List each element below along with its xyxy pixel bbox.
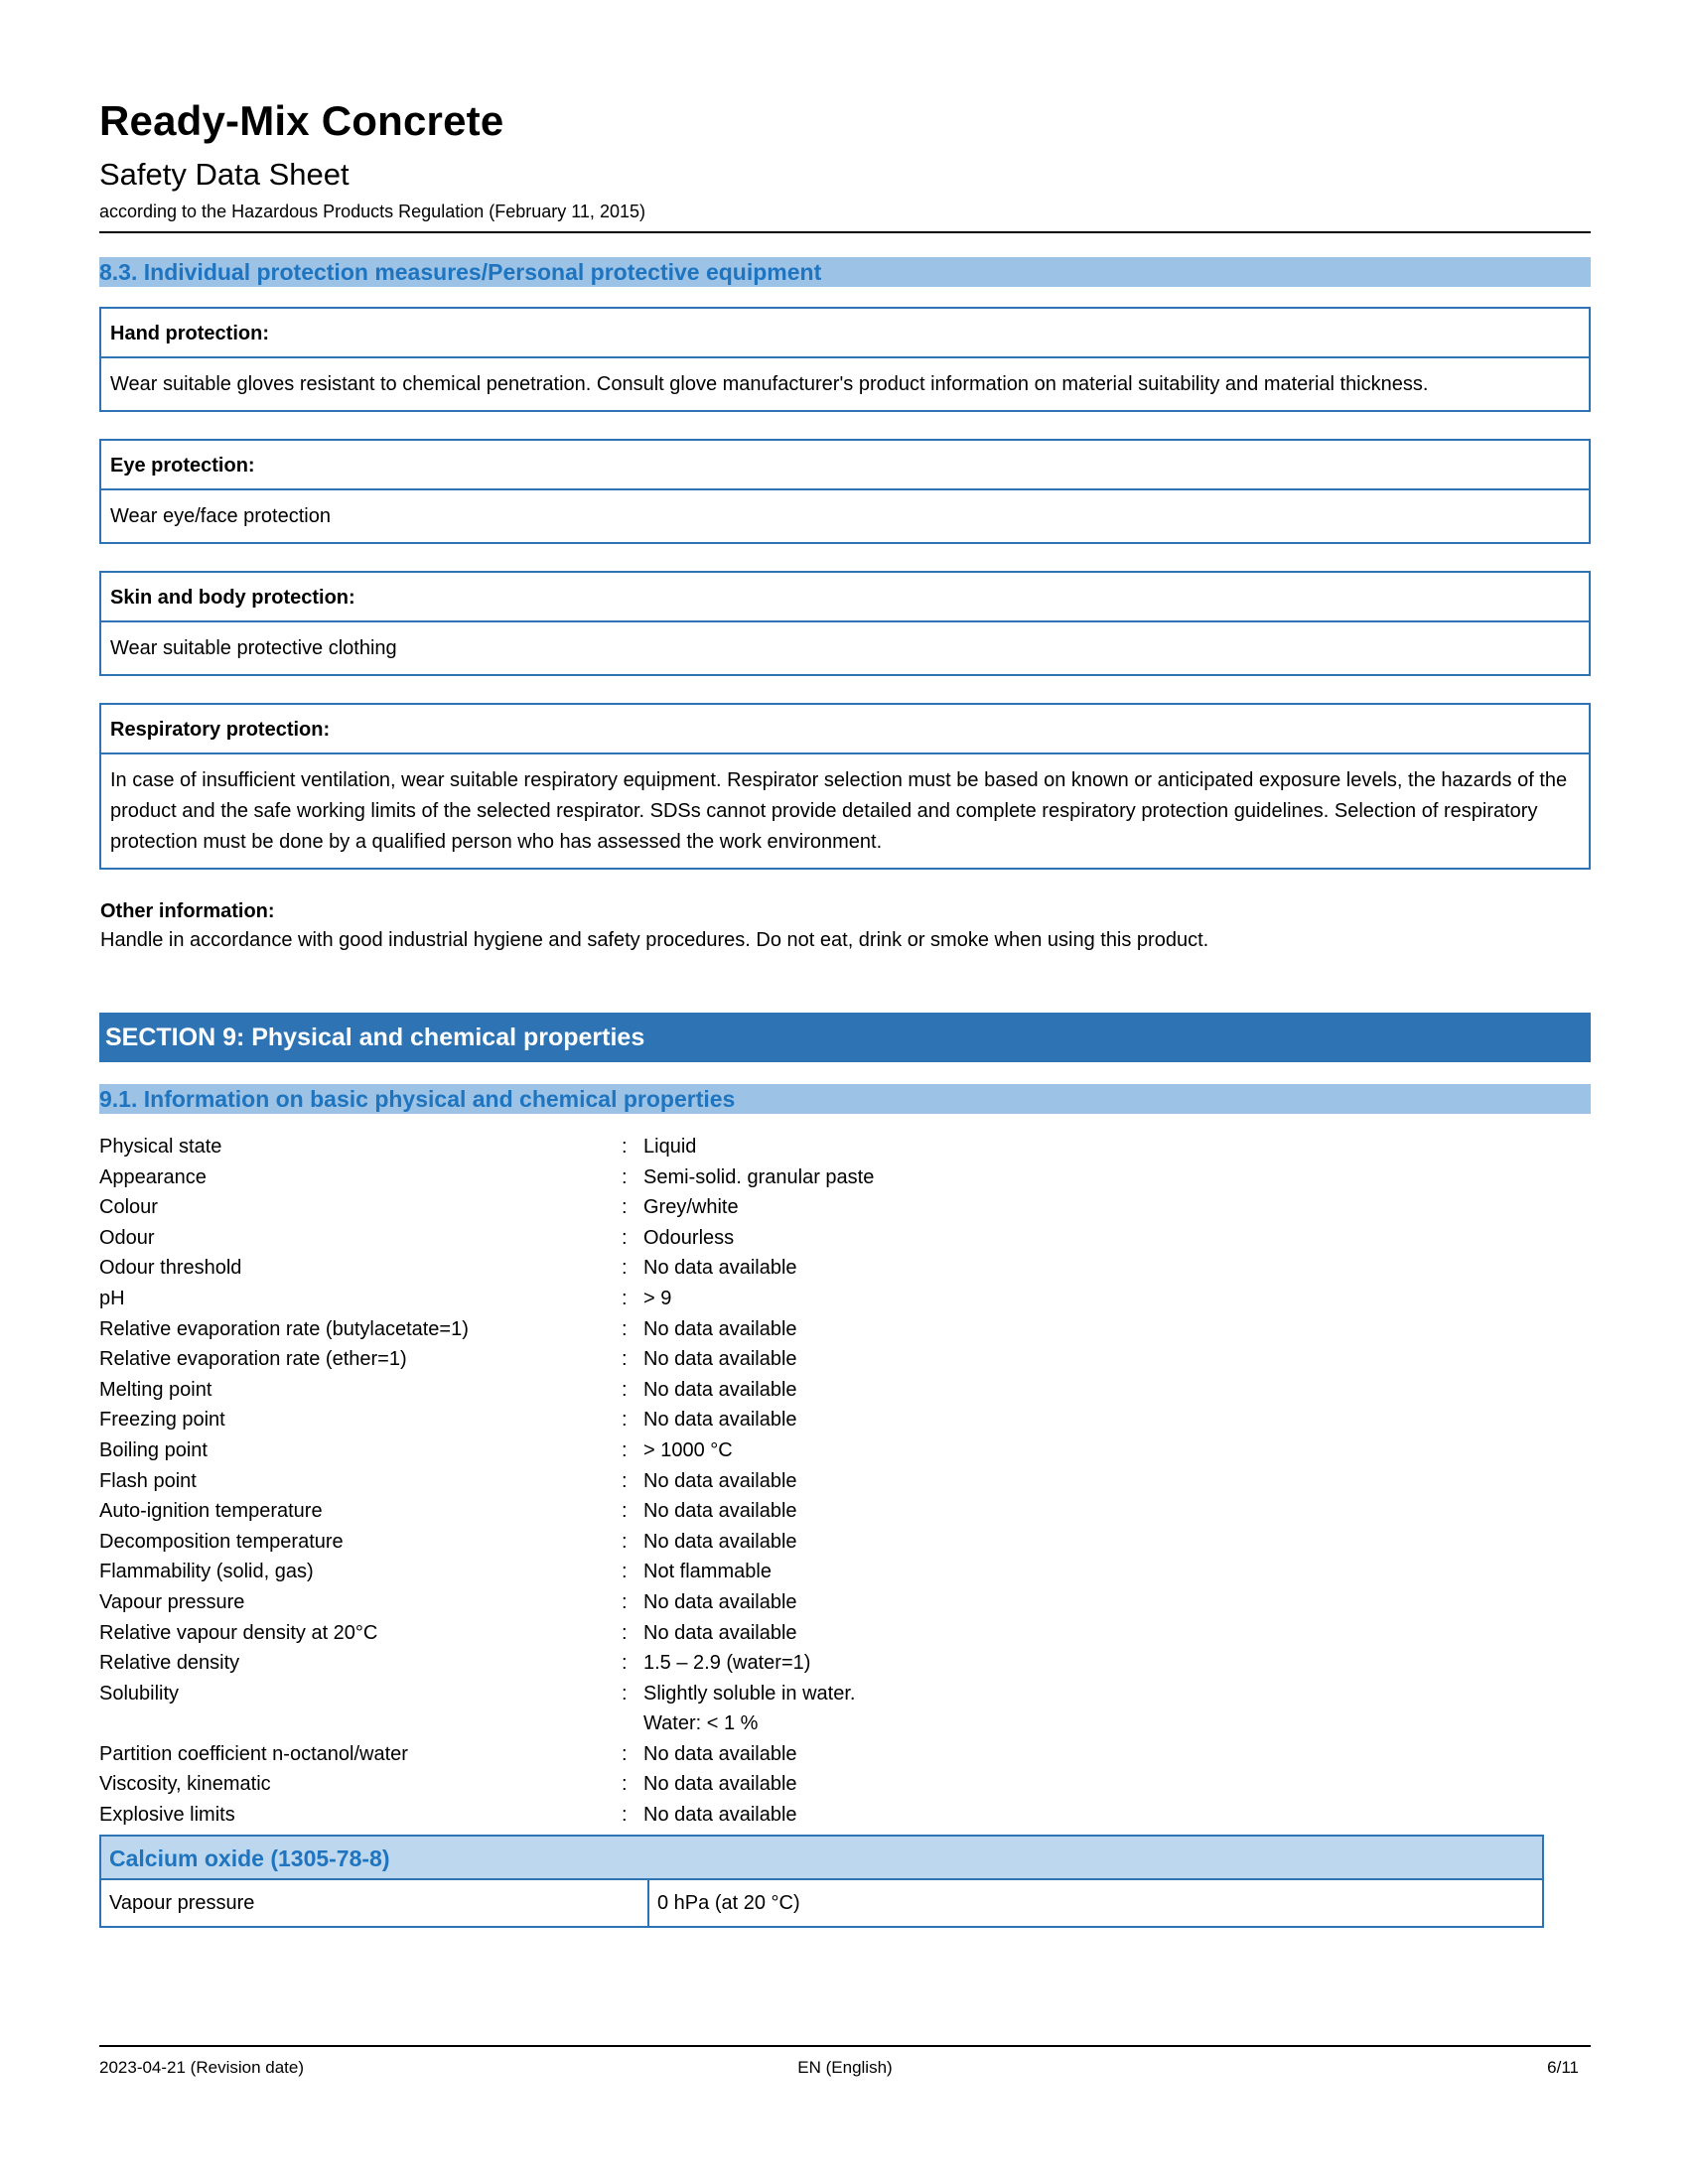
document-title: Ready-Mix Concrete <box>99 97 504 144</box>
property-separator: : <box>622 1438 628 1461</box>
respiratory-protection-box <box>99 703 1591 870</box>
property-name: Odour <box>99 1226 155 1249</box>
property-name: Relative density <box>99 1652 240 1675</box>
property-value-continuation: Water: < 1 % <box>643 1712 759 1735</box>
property-row <box>99 1314 1591 1345</box>
sds-page <box>99 0 1591 2184</box>
property-value: No data available <box>643 1257 797 1280</box>
table-cell-divider <box>647 1880 649 1926</box>
property-name: Odour threshold <box>99 1257 242 1280</box>
property-row <box>99 1587 1591 1618</box>
property-row <box>99 1435 1591 1466</box>
property-separator: : <box>622 1196 628 1219</box>
property-value: Semi-solid. granular paste <box>643 1165 875 1188</box>
property-separator: : <box>622 1773 628 1796</box>
section-9-heading: SECTION 9: Physical and chemical properties <box>99 1013 1591 1062</box>
property-value: Liquid <box>643 1136 697 1158</box>
skin-body-protection-label: Skin and body protection: <box>101 573 1589 622</box>
properties-list <box>99 1132 1591 1831</box>
property-separator: : <box>622 1804 628 1827</box>
header-divider <box>99 231 1591 233</box>
skin-body-protection-box <box>99 571 1591 676</box>
other-information-text: Handle in accordance with good industrial hygiene and safety procedures. Do not eat, drink or smoke when using this product. <box>100 929 1209 951</box>
property-separator: : <box>622 1682 628 1705</box>
property-value: Slightly soluble in water. <box>643 1682 856 1705</box>
property-value: No data available <box>643 1500 797 1523</box>
eye-protection-box <box>99 439 1591 544</box>
property-name: Explosive limits <box>99 1804 235 1827</box>
property-row <box>99 1344 1591 1375</box>
property-row <box>99 1527 1591 1558</box>
property-row <box>99 1800 1591 1831</box>
property-row <box>99 1162 1591 1193</box>
property-row <box>99 1557 1591 1587</box>
property-separator: : <box>622 1621 628 1644</box>
property-row <box>99 1132 1591 1162</box>
property-separator: : <box>622 1409 628 1432</box>
property-value: No data available <box>643 1590 797 1613</box>
property-row <box>99 1496 1591 1527</box>
component-property-label: Vapour pressure <box>109 1892 255 1914</box>
property-name: Partition coefficient n-octanol/water <box>99 1742 408 1765</box>
footer-divider <box>99 2045 1591 2047</box>
component-table-row <box>101 1880 1542 1926</box>
property-row <box>99 1223 1591 1254</box>
property-name: Physical state <box>99 1136 222 1158</box>
property-value: > 9 <box>643 1287 672 1309</box>
document-subtitle: Safety Data Sheet <box>99 157 350 192</box>
property-separator: : <box>622 1348 628 1371</box>
property-row <box>99 1405 1591 1435</box>
component-table <box>99 1835 1544 1928</box>
property-name: Freezing point <box>99 1409 225 1432</box>
respiratory-protection-label: Respiratory protection: <box>101 705 1589 754</box>
property-separator: : <box>622 1590 628 1613</box>
property-value: No data available <box>643 1621 797 1644</box>
property-separator: : <box>622 1136 628 1158</box>
footer-page-number: 6/11 <box>1547 2058 1579 2077</box>
property-separator: : <box>622 1378 628 1401</box>
property-row <box>99 1375 1591 1406</box>
property-name: Auto-ignition temperature <box>99 1500 323 1523</box>
regulation-note: according to the Hazardous Products Regulation (February 11, 2015) <box>99 202 645 221</box>
property-value: 1.5 – 2.9 (water=1) <box>643 1652 811 1675</box>
property-name: Boiling point <box>99 1438 208 1461</box>
property-value: No data available <box>643 1530 797 1553</box>
property-value: Not flammable <box>643 1561 772 1583</box>
subsection-9-1-heading: 9.1. Information on basic physical and chemical properties <box>99 1084 1591 1114</box>
property-name: Relative evaporation rate (butylacetate=1) <box>99 1317 469 1340</box>
property-row-continuation <box>99 1708 1591 1739</box>
property-separator: : <box>622 1530 628 1553</box>
property-separator: : <box>622 1742 628 1765</box>
property-row <box>99 1618 1591 1649</box>
property-name: Solubility <box>99 1682 180 1705</box>
property-separator: : <box>622 1652 628 1675</box>
property-name: Flammability (solid, gas) <box>99 1561 314 1583</box>
eye-protection-text: Wear eye/face protection <box>110 505 331 527</box>
property-value: Grey/white <box>643 1196 739 1219</box>
subsection-8-3-heading: 8.3. Individual protection measures/Personal protective equipment <box>99 257 1591 287</box>
property-value: No data available <box>643 1773 797 1796</box>
property-name: Appearance <box>99 1165 207 1188</box>
property-row <box>99 1648 1591 1679</box>
eye-protection-label: Eye protection: <box>101 441 1589 490</box>
component-table-title: Calcium oxide (1305-78-8) <box>101 1837 1542 1880</box>
property-separator: : <box>622 1561 628 1583</box>
component-property-value: 0 hPa (at 20 °C) <box>657 1892 800 1914</box>
property-name: Decomposition temperature <box>99 1530 344 1553</box>
property-name: Colour <box>99 1196 158 1219</box>
property-separator: : <box>622 1317 628 1340</box>
property-separator: : <box>622 1500 628 1523</box>
property-row <box>99 1466 1591 1497</box>
respiratory-protection-text: In case of insufficient ventilation, wear suitable respiratory equipment. Respirator selection must be based on known or anticipated exposure levels, the hazards of the product and the safe working limits of the selected respirator. SDSs cannot provide detailed and complete respiratory protection guidelines. Selection of respiratory protection must be done by a qualified person who has assessed the work environment. <box>110 769 1568 853</box>
property-value: > 1000 °C <box>643 1438 733 1461</box>
property-separator: : <box>622 1287 628 1309</box>
property-row <box>99 1284 1591 1314</box>
property-row <box>99 1679 1591 1709</box>
property-name: Melting point <box>99 1378 212 1401</box>
property-value: No data available <box>643 1348 797 1371</box>
property-name: Flash point <box>99 1469 197 1492</box>
property-name: Relative vapour density at 20°C <box>99 1621 378 1644</box>
property-value: No data available <box>643 1742 797 1765</box>
property-separator: : <box>622 1165 628 1188</box>
hand-protection-text: Wear suitable gloves resistant to chemical penetration. Consult glove manufacturer's product information on material suitability and material thickness. <box>110 373 1429 395</box>
hand-protection-label: Hand protection: <box>101 309 1589 358</box>
footer-revision-date: 2023-04-21 (Revision date) <box>99 2058 305 2077</box>
property-row <box>99 1192 1591 1223</box>
property-row <box>99 1253 1591 1284</box>
property-name: pH <box>99 1287 125 1309</box>
property-name: Viscosity, kinematic <box>99 1773 271 1796</box>
property-value: Odourless <box>643 1226 735 1249</box>
property-separator: : <box>622 1469 628 1492</box>
property-separator: : <box>622 1257 628 1280</box>
property-value: No data available <box>643 1378 797 1401</box>
footer-language: EN (English) <box>797 2058 893 2077</box>
property-value: No data available <box>643 1409 797 1432</box>
property-value: No data available <box>643 1317 797 1340</box>
property-value: No data available <box>643 1804 797 1827</box>
other-information-label: Other information: <box>100 900 275 922</box>
property-separator: : <box>622 1226 628 1249</box>
hand-protection-box <box>99 307 1591 412</box>
property-row <box>99 1769 1591 1800</box>
property-row <box>99 1739 1591 1770</box>
property-name: Vapour pressure <box>99 1590 245 1613</box>
skin-body-protection-text: Wear suitable protective clothing <box>110 637 397 659</box>
property-name: Relative evaporation rate (ether=1) <box>99 1348 407 1371</box>
property-value: No data available <box>643 1469 797 1492</box>
